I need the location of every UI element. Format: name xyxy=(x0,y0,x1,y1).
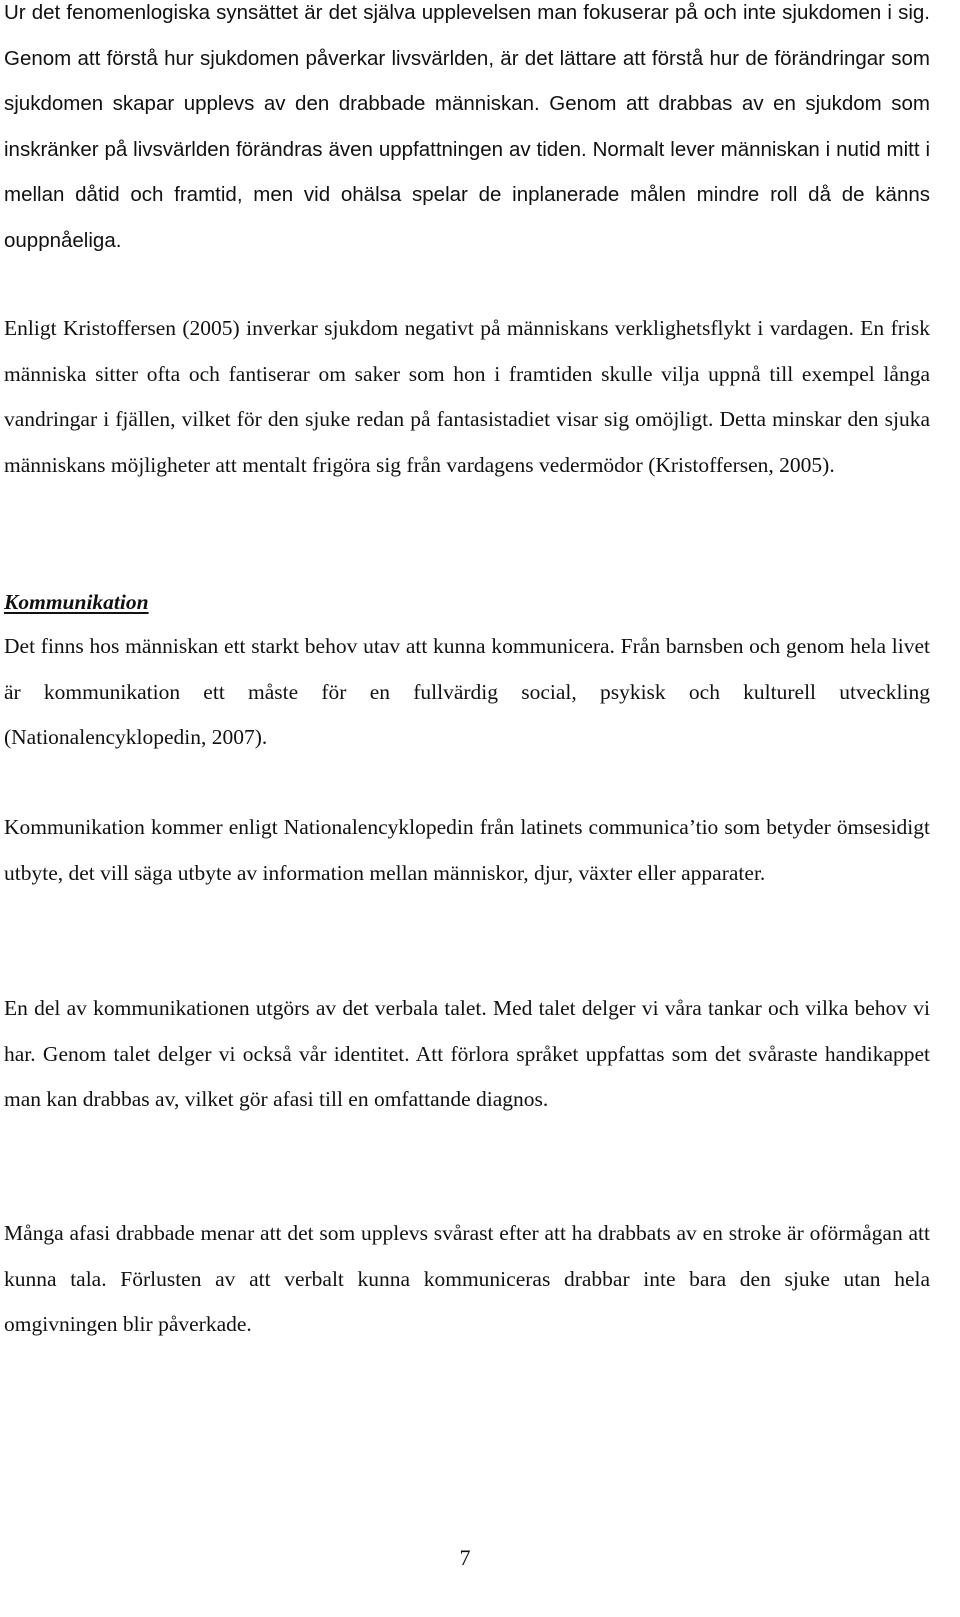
paragraph-communication-definition: Kommunikation kommer enligt Nationalencyklopedin från latinets communica’tio som betyder ömsesidigt utbyte, det vill säga utbyte av information mellan människor, djur, växter eller apparater. xyxy=(4,815,930,885)
paragraph-verbal-speech: En del av kommunikationen utgörs av det verbala talet. Med talet delger vi våra tankar och vilka behov vi har. Genom talet delger vi också vår identitet. Att förlora språket uppfattas som det svåraste handikappet man kan drabbas av, vilket gör afasi till en omfattande diagnos. xyxy=(4,996,930,1112)
paragraph-phenomenology-time-part: Normalt lever människan i nutid mitt i mellan dåtid och framtid, men vid ohälsa spelar de inplanerade målen mindre roll då de känns ouppnåeliga. xyxy=(4,137,930,252)
paragraph-phenomenology-sans-part: Ur det fenomenlogiska synsättet är det själva upplevelsen man fokuserar på och inte sjukdomen i sig. Genom att förstå hur sjukdomen påverkar livsvärlden, är det lättare att förstå hur de förändringar som sjukdomen skapar upplevs av den drabbade människan. Genom att drabbas av en sjukdom som inskränker på livsvärlden förändras även uppfattningen av tiden. xyxy=(4,1,930,161)
paragraph-escapism: Enligt Kristoffersen (2005) inverkar sjukdom negativt på människans verklighetsflykt i vardagen. En frisk människa sitter ofta och fantiserar om saker som hon i framtiden skulle vilja uppnå till exempel långa vandringar i fjällen, vilket för den sjuke redan på fantasistadiet visar sig omöjligt. Detta minskar den sjuka människans möjligheter att mentalt frigöra sig från vardagens vedermödor (Kristoffersen, 2005). xyxy=(4,316,930,477)
paragraph-aphasia: Många afasi drabbade menar att det som upplevs svårast efter att ha drabbats av en stroke är oförmågan att kunna tala. Förlusten av att verbalt kunna kommuniceras drabbar inte bara den sjuke utan hela omgivningen blir påverkade. xyxy=(4,1221,930,1337)
page-number-value: 7 xyxy=(459,1545,471,1570)
paragraph-phenomenology xyxy=(4,0,930,264)
section-heading-kommunikation: Kommunikation xyxy=(4,590,149,614)
page-number xyxy=(0,1538,930,1578)
paragraph-communication-need: Det finns hos människan ett starkt behov utav att kunna kommunicera. Från barnsben och genom hela livet är kommunikation ett måste för en fullvärdig social, psykisk och kulturell utveckling (Nationalencyklopedin, 2007). xyxy=(4,634,930,750)
